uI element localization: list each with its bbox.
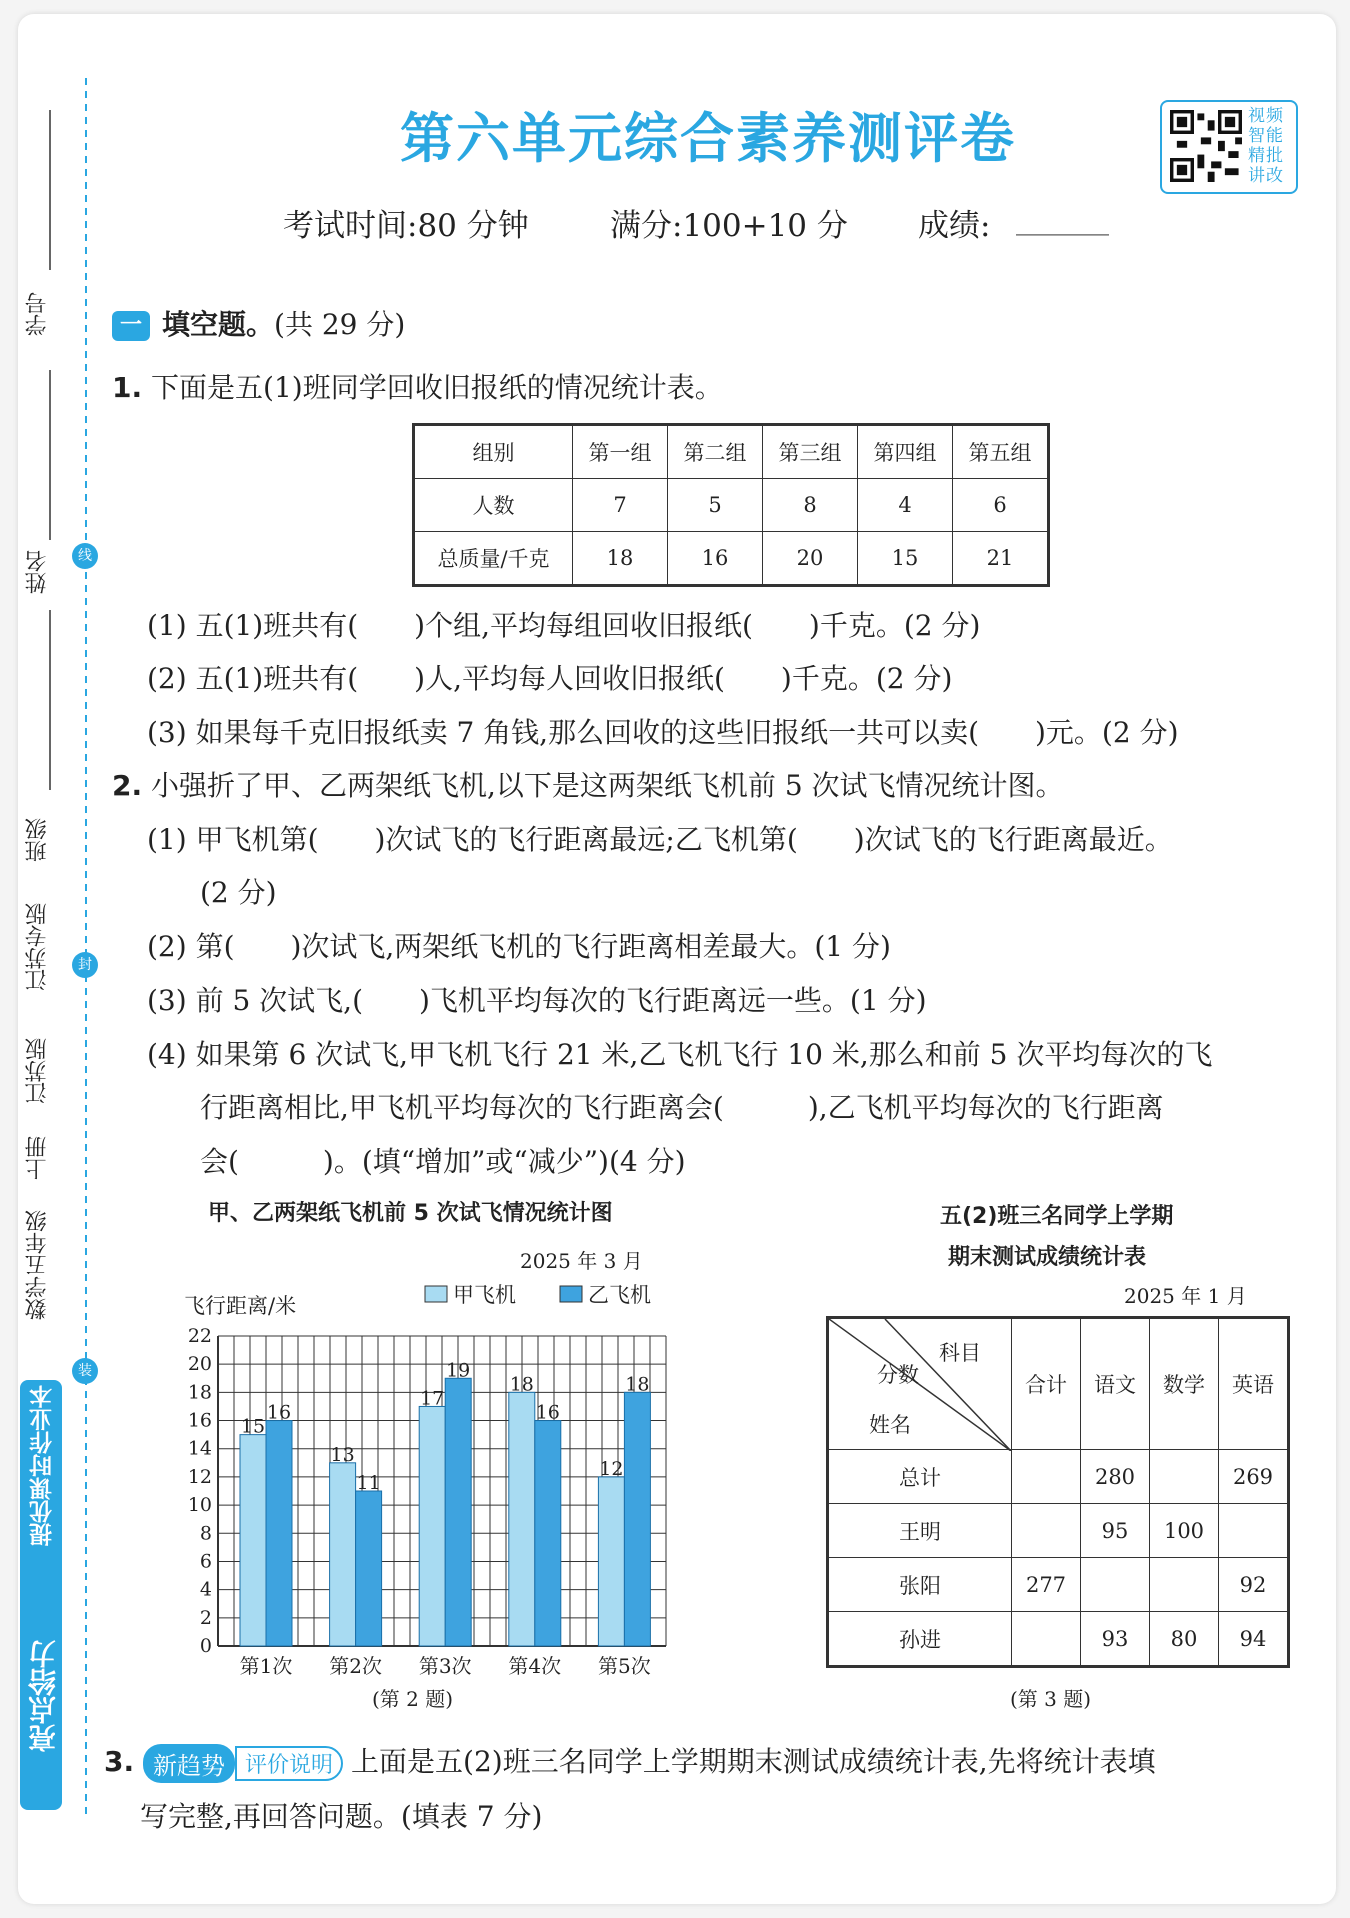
table-cell: 80 [1150, 1612, 1219, 1667]
q2-stem [112, 764, 1064, 804]
bar-value-label: 13 [330, 1443, 355, 1466]
q3-stem [104, 1740, 1156, 1783]
y-tick-label: 20 [187, 1353, 212, 1376]
table-cell: 277 [1012, 1558, 1081, 1612]
y-tick-label: 14 [187, 1437, 212, 1460]
cut-mark-seal: 封 [72, 952, 98, 978]
class-label: 班级 [25, 818, 50, 862]
table-cell: 269 [1219, 1450, 1289, 1504]
table-row [828, 1612, 1289, 1667]
brand-logo: 亮点给力 [27, 1640, 60, 1752]
q1-table [412, 423, 1050, 587]
q2-sub4-line3[interactable]: 会( )。(填“增加”或“减少”)(4 分) [200, 1145, 686, 1178]
table-cell: 15 [858, 532, 953, 586]
score-label: 成绩: [918, 208, 991, 244]
y-tick-label: 18 [187, 1381, 212, 1404]
table-header-cell: 第三组 [763, 425, 858, 479]
grade-label: 数学五年级 [25, 1210, 50, 1320]
chart-ylabel: 飞行距离/米 [184, 1294, 297, 1318]
table-cell: 7 [573, 479, 668, 532]
bar-value-label: 15 [240, 1415, 266, 1438]
table-cell: 8 [763, 479, 858, 532]
table-cell[interactable] [1012, 1450, 1081, 1504]
q3-text-line1: 上面是五(2)班三名同学上学期期末测试成绩统计表,先将统计表填 [351, 1745, 1156, 1778]
table-row [414, 479, 1049, 532]
qr-label: 视频智能精批讲改 [1248, 106, 1284, 186]
table-row-name: 总计 [828, 1450, 1012, 1504]
section-title: 填空题。 [162, 308, 275, 341]
brand-series-label: 提优课时作业本 [30, 1385, 56, 1546]
corner-score: 分数 [877, 1363, 919, 1387]
q2-text: 小强折了甲、乙两架纸飞机,以下是这两架纸飞机前 5 次试飞情况统计图。 [151, 769, 1064, 802]
table-header-cell: 第四组 [858, 425, 953, 479]
bar-chart [170, 1280, 690, 1680]
cut-mark-line: 线 [72, 543, 98, 569]
table-cell[interactable] [1150, 1450, 1219, 1504]
table-row [414, 532, 1049, 586]
q1-sub1[interactable]: (1) 五(1)班共有( )个组,平均每组回收旧报纸( )千克。(2 分) [147, 609, 981, 642]
bar-jia [419, 1406, 445, 1646]
legend-swatch [425, 1286, 447, 1302]
score-blank[interactable]: ______ [1016, 200, 1109, 236]
q2-sub3[interactable]: (3) 前 5 次试飞,( )飞机平均每次的飞行距离远一些。(1 分) [147, 984, 927, 1017]
bar-jia [598, 1477, 624, 1646]
table-cell: 总质量/千克 [414, 532, 573, 586]
corner-name: 姓名 [869, 1413, 911, 1437]
q2-sub1-score: (2 分) [200, 876, 277, 909]
table-header-cell: 组别 [414, 425, 573, 479]
chart-date: 2025 年 3 月 [520, 1249, 643, 1273]
q2-sub4-line1[interactable]: (4) 如果第 6 次试飞,甲飞机飞行 21 米,乙飞机飞行 10 米,那么和前 5 次平均每次的飞 [147, 1038, 1213, 1071]
bar-value-label: 18 [625, 1373, 650, 1396]
table-header-cell: 第五组 [953, 425, 1049, 479]
y-tick-label: 12 [187, 1465, 212, 1488]
q2-number: 2. [112, 769, 143, 802]
table-row-name: 张阳 [828, 1558, 1012, 1612]
y-tick-label: 22 [187, 1325, 212, 1347]
table-cell: 20 [763, 532, 858, 586]
bar-value-label: 17 [420, 1387, 445, 1410]
student-id-label: 学号 [25, 292, 50, 336]
bar-value-label: 16 [535, 1401, 560, 1424]
bar-yi [535, 1421, 561, 1646]
table-cell[interactable] [1012, 1504, 1081, 1558]
volume-label: 上册 [25, 1136, 50, 1180]
table-cell: 280 [1081, 1450, 1150, 1504]
table-cell: 92 [1219, 1558, 1289, 1612]
cut-mark-fold: 装 [72, 1358, 98, 1384]
name-label: 姓名 [25, 550, 50, 594]
table-row [828, 1504, 1289, 1558]
table-cell[interactable] [1012, 1612, 1081, 1667]
page-title: 第六单元综合素养测评卷 [400, 107, 1016, 170]
table-cell: 93 [1081, 1612, 1150, 1667]
table-cell: 21 [953, 532, 1049, 586]
x-tick-label: 第4次 [508, 1654, 562, 1678]
table-row [828, 1318, 1289, 1450]
chart-caption: (第 2 题) [372, 1687, 454, 1711]
legend-swatch [560, 1286, 582, 1302]
x-tick-label: 第5次 [598, 1654, 651, 1678]
q3-table [826, 1316, 1290, 1668]
table3-title-line1: 五(2)班三名同学上学期 [940, 1204, 1174, 1229]
bar-value-label: 16 [266, 1401, 292, 1424]
table-corner-cell [828, 1318, 1012, 1450]
edition-label-2: 江苏版 [25, 1038, 50, 1104]
bar-jia [240, 1435, 266, 1646]
x-tick-label: 第1次 [239, 1654, 293, 1678]
table-cell[interactable] [1081, 1558, 1150, 1612]
corner-subject: 科目 [939, 1341, 981, 1365]
q2-sub1[interactable]: (1) 甲飞机第( )次试飞的飞行距离最远;乙飞机第( )次试飞的飞行距离最近。 [147, 823, 1173, 856]
table3-caption: (第 3 题) [1010, 1687, 1092, 1711]
x-tick-label: 第3次 [418, 1654, 472, 1678]
trend-badge: 新趋势 [143, 1744, 235, 1783]
corner-diagonals [829, 1319, 1011, 1451]
table-cell: 人数 [414, 479, 573, 532]
bar-yi [356, 1491, 382, 1646]
table-row-name: 王明 [828, 1504, 1012, 1558]
bar-yi [266, 1421, 292, 1646]
table3-date: 2025 年 1 月 [1124, 1284, 1247, 1308]
table-cell[interactable] [1219, 1504, 1289, 1558]
qr-code-icon [1170, 110, 1242, 182]
table-cell[interactable] [1150, 1558, 1219, 1612]
legend-label: 甲飞机 [453, 1283, 516, 1307]
y-tick-label: 8 [199, 1522, 212, 1545]
bar-value-label: 12 [599, 1457, 624, 1480]
y-tick-label: 16 [187, 1409, 212, 1432]
table-header-cell: 第一组 [573, 425, 668, 479]
table-header-cell: 第二组 [668, 425, 763, 479]
q2-sub2[interactable]: (2) 第( )次试飞,两架纸飞机的飞行距离相差最大。(1 分) [147, 930, 891, 963]
q1-number: 1. [112, 371, 143, 404]
table-cell: 94 [1219, 1612, 1289, 1667]
q2-sub4-line2[interactable]: 行距离相比,甲飞机平均每次的飞行距离会( ),乙飞机平均每次的飞行距离 [200, 1091, 1164, 1124]
table-row [828, 1450, 1289, 1504]
q3-text-line2: 写完整,再回答问题。(填表 7 分) [140, 1800, 543, 1833]
section-heading [112, 303, 405, 343]
table-row [414, 425, 1049, 479]
qr-badge[interactable] [1160, 100, 1298, 194]
table-header-cell: 语文 [1081, 1318, 1150, 1450]
table-cell: 16 [668, 532, 763, 586]
bar-yi [445, 1378, 471, 1646]
table-header-cell: 合计 [1012, 1318, 1081, 1450]
bar-yi [624, 1392, 650, 1646]
q3-number: 3. [104, 1745, 135, 1778]
chart-title: 甲、乙两架纸飞机前 5 次试飞情况统计图 [208, 1201, 613, 1226]
x-tick-label: 第2次 [329, 1654, 382, 1678]
table-header-cell: 英语 [1219, 1318, 1289, 1450]
bar-value-label: 19 [446, 1359, 471, 1382]
table-cell: 18 [573, 532, 668, 586]
table-cell: 95 [1081, 1504, 1150, 1558]
y-tick-label: 10 [187, 1494, 212, 1517]
table-cell: 6 [953, 479, 1049, 532]
bar-jia [330, 1463, 356, 1646]
exam-time: 考试时间:80 分钟 [283, 208, 529, 244]
bar-value-label: 11 [356, 1472, 381, 1494]
section-badge: 一 [112, 311, 150, 341]
table-row-name: 孙进 [828, 1612, 1012, 1667]
q1-text: 下面是五(1)班同学回收旧报纸的情况统计表。 [151, 371, 723, 404]
table-cell: 100 [1150, 1504, 1219, 1558]
table-header-cell: 数学 [1150, 1318, 1219, 1450]
table-cell: 5 [668, 479, 763, 532]
legend-label: 乙飞机 [588, 1283, 651, 1307]
bar-value-label: 18 [509, 1373, 534, 1396]
full-score: 满分:100+10 分 [610, 208, 848, 244]
y-tick-label: 0 [199, 1635, 212, 1657]
y-tick-label: 4 [199, 1578, 212, 1601]
y-tick-label: 2 [199, 1606, 212, 1629]
table-row [828, 1558, 1289, 1612]
q1-stem [112, 366, 723, 406]
table-cell: 4 [858, 479, 953, 532]
q1-sub3[interactable]: (3) 如果每千克旧报纸卖 7 角钱,那么回收的这些旧报纸一共可以卖( )元。(2 分) [147, 716, 1179, 749]
q1-sub2[interactable]: (2) 五(1)班共有( )人,平均每人回收旧报纸( )千克。(2 分) [147, 662, 953, 695]
y-tick-label: 6 [199, 1550, 212, 1573]
table3-title-line2: 期末测试成绩统计表 [948, 1245, 1147, 1270]
section-score: (共 29 分) [274, 308, 406, 341]
evaluation-badge[interactable]: 评价说明 [235, 1746, 343, 1781]
edition-label: 江苏专版 [25, 903, 50, 991]
bar-jia [509, 1392, 535, 1646]
